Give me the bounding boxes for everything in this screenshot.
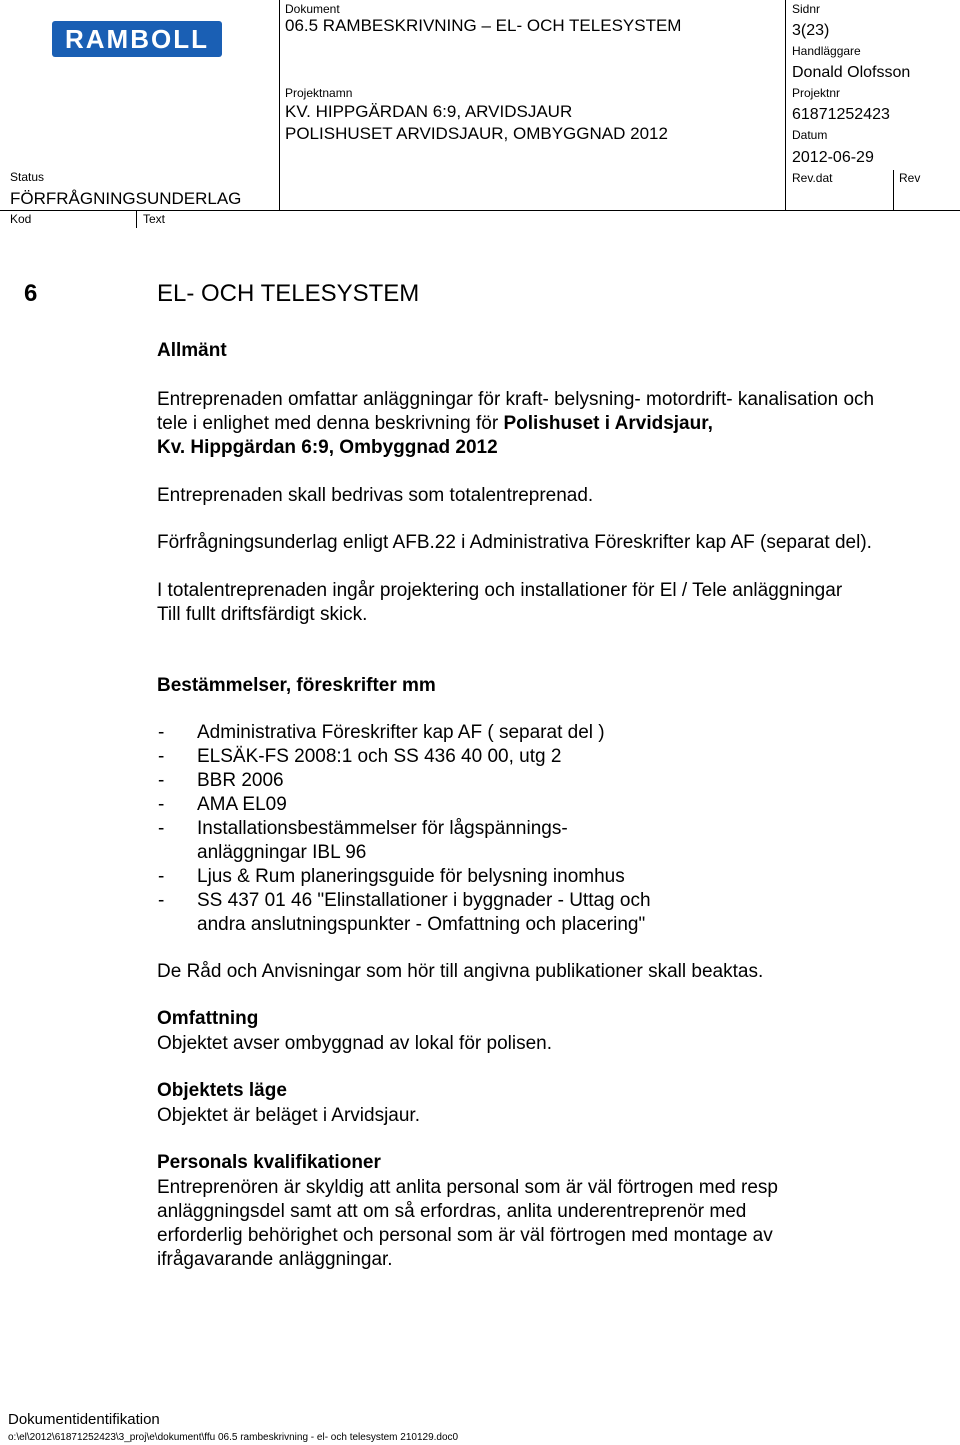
list-dash: - (158, 890, 165, 911)
allmant-heading: Allmänt (157, 340, 227, 361)
list-item-text: Ljus & Rum planeringsguide för belysning inomhus (197, 866, 625, 887)
list-item-text: ELSÄK-FS 2008:1 och SS 436 40 00, utg 2 (197, 746, 562, 767)
kod-label: Kod (10, 212, 32, 226)
personal-heading: Personals kvalifikationer (157, 1152, 381, 1173)
personal-line3: erforderlig behörighet och personal som är väl förtrogen med montage av (157, 1225, 773, 1246)
header-divider-kod (136, 210, 137, 228)
list-item-text: anläggningar IBL 96 (197, 842, 367, 863)
projektnamn-line1: KV. HIPPGÄRDAN 6:9, ARVIDSJAUR (285, 102, 573, 121)
list-dash: - (158, 746, 165, 767)
projektnamn-label: Projektnamn (285, 86, 353, 100)
header-divider-3 (893, 170, 894, 210)
personal-line2: anläggningsdel samt att om så erfordras, anlita underentreprenör med (157, 1201, 747, 1222)
personal-line4: ifrågavarande anläggningar. (157, 1249, 393, 1270)
status-value: FÖRFRÅGNINGSUNDERLAG (10, 189, 242, 208)
projektnr-label: Projektnr (792, 86, 841, 100)
allmant-p3: Förfrågningsunderlag enligt AFB.22 i Administrativa Föreskrifter kap AF (separat del). (157, 532, 872, 553)
list-item-text: BBR 2006 (197, 770, 284, 791)
allmant-p1-line2 (157, 412, 713, 436)
allmant-p4-line1: I totalentreprenaden ingår projektering och installationer för El / Tele anläggningar (157, 580, 843, 601)
list-dash: - (158, 866, 165, 887)
dokument-label: Dokument (285, 2, 340, 16)
list-item-text: Installationsbestämmelser för lågspännings- (197, 818, 568, 839)
objektets-lage-heading: Objektets läge (157, 1080, 287, 1101)
objektets-lage-text: Objektet är beläget i Arvidsjaur. (157, 1105, 420, 1126)
bestammelser-heading: Bestämmelser, föreskrifter mm (157, 675, 436, 696)
rev-label: Rev (899, 171, 921, 185)
datum-label: Datum (792, 128, 828, 142)
handlaggare-value: Donald Olofsson (792, 64, 911, 81)
list-item-text: SS 437 01 46 "Elinstallationer i byggnader - Uttag och (197, 890, 651, 911)
header-bottom-rule (0, 210, 960, 211)
section-title: EL- OCH TELESYSTEM (157, 280, 420, 307)
allmant-p2: Entreprenaden skall bedrivas som totalentreprenad. (157, 485, 594, 506)
projektnr-value: 61871252423 (792, 106, 890, 123)
allmant-p1-line2-pre: tele i enlighet med denna beskrivning för (157, 413, 504, 434)
bestammelser-note: De Råd och Anvisningar som hör till angivna publikationer skall beaktas. (157, 961, 764, 982)
section-number: 6 (24, 280, 38, 307)
revdat-label: Rev.dat (792, 171, 833, 185)
list-dash: - (158, 818, 165, 839)
list-item-text: andra anslutningspunkter - Omfattning och placering" (197, 914, 646, 935)
datum-value: 2012-06-29 (792, 149, 874, 166)
status-label: Status (10, 170, 45, 184)
ramboll-logo: RAMBOLL (52, 21, 222, 57)
allmant-p1-line2-bold: Polishuset i Arvidsjaur, (503, 413, 713, 434)
footer-label: Dokumentidentifikation (8, 1411, 160, 1428)
personal-line1: Entreprenören är skyldig att anlita personal som är väl förtrogen med resp (157, 1177, 778, 1198)
list-dash: - (158, 722, 165, 743)
allmant-p1-line3: Kv. Hippgärdan 6:9, Ombyggnad 2012 (157, 437, 498, 458)
dokument-value: 06.5 RAMBESKRIVNING – EL- OCH TELESYSTEM (285, 16, 682, 35)
sidnr-value: 3(23) (792, 22, 830, 39)
text-label: Text (143, 212, 166, 226)
allmant-p4-line2: Till fullt driftsfärdigt skick. (157, 604, 368, 625)
omfattning-text: Objektet avser ombyggnad av lokal för polisen. (157, 1033, 552, 1054)
list-dash: - (158, 794, 165, 815)
omfattning-heading: Omfattning (157, 1008, 259, 1029)
projektnamn-line2: POLISHUSET ARVIDSJAUR, OMBYGGNAD 2012 (285, 124, 668, 143)
header-divider-1 (279, 0, 280, 210)
list-dash: - (158, 770, 165, 791)
list-item-text: Administrativa Föreskrifter kap AF ( separat del ) (197, 722, 605, 743)
sidnr-label: Sidnr (792, 2, 821, 16)
list-item-text: AMA EL09 (197, 794, 287, 815)
footer-path: o:\el\2012\61871252423\3_proj\e\dokument\ffu 06.5 rambeskrivning - el- och telesystem 210129.doc0 (8, 1432, 459, 1443)
handlaggare-label: Handläggare (792, 44, 861, 58)
header-divider-2 (785, 0, 786, 210)
allmant-p1-line1: Entreprenaden omfattar anläggningar för kraft- belysning- motordrift- kanalisation och (157, 389, 875, 410)
